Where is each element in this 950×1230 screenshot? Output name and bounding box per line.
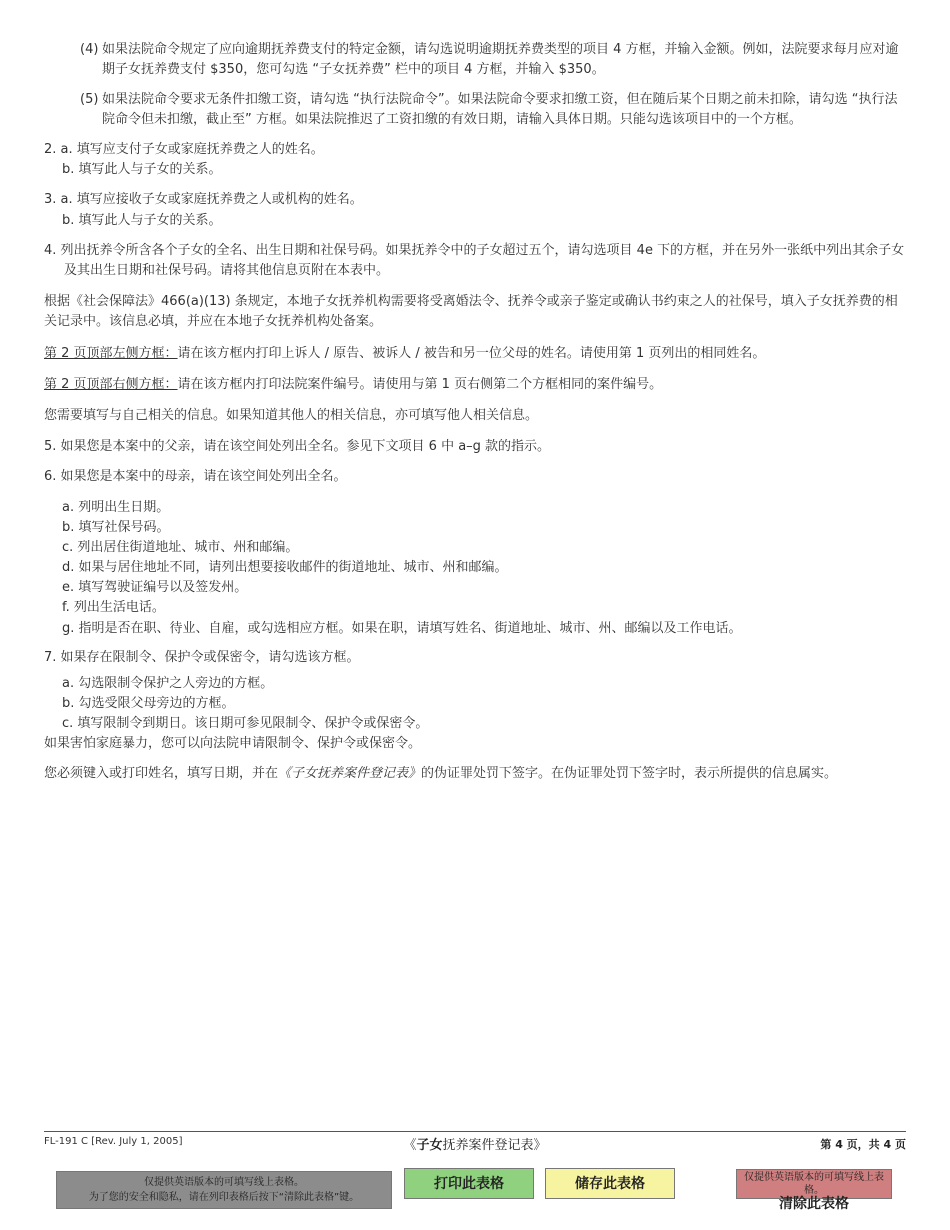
- form-title-reference: 《子女抚养案件登记表》: [278, 766, 422, 781]
- footer-title-rest: 抚养案件登记表》: [442, 1138, 547, 1153]
- signature-paragraph: [44, 764, 910, 784]
- footer-title-open: 《: [403, 1138, 417, 1153]
- notice-line-1: 仅提供英语版本的可填写线上表格。: [144, 1177, 304, 1188]
- form-id: FL-191 C [Rev. July 1, 2005]: [44, 1136, 183, 1147]
- page2-left-box-label: 第 2 页顶部左侧方框：: [44, 346, 178, 361]
- notice-line-2: 为了您的安全和隐私，请在列印表格后按下“清除此表格”键。: [88, 1192, 360, 1203]
- item-number: (5): [80, 92, 99, 107]
- page2-right-box-text: 请在该方框内打印法院案件编号。请使用与第 1 页右侧第二个方框相同的案件编号。: [177, 377, 663, 392]
- ssn-paragraph: 根据《社会保障法》466(a)(13) 条规定，本地子女抚养机构需要将受离婚法令、抚养令或亲子鉴定或确认书约束之人的社保号，填入子女抚养费的相关记录中。该信息必填，并应在本地子女抚养机构处备案。: [44, 294, 898, 329]
- instruction-item7a: a. 勾选限制令保护之人旁边的方框。: [62, 676, 274, 691]
- instruction-item4-sub5: [80, 90, 910, 130]
- info-paragraph: 您需要填写与自己相关的信息。如果知道其他人的相关信息，亦可填写他人相关信息。: [44, 408, 539, 423]
- instruction-item4-sub4: [80, 40, 910, 80]
- print-form-button[interactable]: 打印此表格: [404, 1168, 534, 1199]
- instruction-item6a: a. 列明出生日期。: [62, 500, 170, 515]
- signature-text-before: 您必须键入或打印姓名，填写日期，并在: [44, 766, 279, 781]
- page2-left-box-instruction: [44, 344, 910, 364]
- save-form-button[interactable]: 储存此表格: [545, 1168, 675, 1199]
- footer-form-title: [0, 1134, 950, 1153]
- footer-title-bold: 子女: [416, 1138, 443, 1153]
- instruction-item7b: b. 勾选受限父母旁边的方框。: [62, 696, 235, 711]
- item-number: (4): [80, 42, 99, 57]
- footer-divider: [44, 1131, 906, 1132]
- page2-left-box-text: 请在该方框内打印上诉人 / 原告、被诉人 / 被告和另一位父母的姓名。请使用第 1 页列出的相同姓名。: [177, 346, 766, 361]
- instruction-item6f: f. 列出生活电话。: [62, 600, 165, 615]
- online-form-notice: [56, 1171, 392, 1209]
- signature-text-after: 的伪证罪处罚下签字。在伪证罪处罚下签字时，表示所提供的信息属实。: [421, 766, 838, 781]
- page-number: 第 4 页，共 4 页: [820, 1138, 906, 1151]
- instruction-item6b: b. 填写社保号码。: [62, 520, 170, 535]
- page2-right-box-instruction: [44, 375, 910, 395]
- instruction-item3b: b. 填写此人与子女的关系。: [62, 213, 222, 228]
- instruction-item7c: c. 填写限制令到期日。该日期可参见限制令、保护令或保密令。: [62, 716, 429, 731]
- instruction-item4: 4. 列出抚养令所含各个子女的全名、出生日期和社保号码。如果抚养令中的子女超过五个，请勾选项目 4e 下的方框，并在另外一张纸中列出其余子女及其出生日期和社保号码。请将其他信息页附在本表中。: [44, 243, 905, 278]
- instruction-item5: 5. 如果您是本案中的父亲，请在该空间处列出全名。参见下文项目 6 中 a–g 款的指示。: [44, 439, 551, 454]
- instruction-item2b: b. 填写此人与子女的关系。: [62, 162, 222, 177]
- instruction-item6e: e. 填写驾驶证编号以及签发州。: [62, 580, 248, 595]
- instruction-item2a: 2. a. 填写应支付子女或家庭抚养费之人的姓名。: [44, 142, 324, 157]
- page2-right-box-label: 第 2 页顶部右侧方框：: [44, 377, 178, 392]
- clear-form-button[interactable]: [736, 1169, 892, 1212]
- clear-button-label: 清除此表格: [779, 1196, 849, 1212]
- instruction-item7: 7. 如果存在限制令、保护令或保密令，请勾选该方框。: [44, 650, 360, 665]
- instruction-item3a: 3. a. 填写应接收子女或家庭抚养费之人或机构的姓名。: [44, 192, 363, 207]
- instruction-item6c: c. 列出居住街道地址、城市、州和邮编。: [62, 540, 299, 555]
- instruction-item6d: d. 如果与居住地址不同，请列出想要接收邮件的街道地址、城市、州和邮编。: [62, 560, 508, 575]
- instruction-text: 如果法院命令规定了应向逾期抚养费支付的特定金额，请勾选说明逾期抚养费类型的项目 4 方框，并输入金额。例如，法院要求每月应对逾期子女抚养费支付 $350，您可勾选 “子女抚养费” 栏中的项目 4 方框，并输入 $350。: [102, 42, 899, 77]
- instruction-item6g: g. 指明是否在职、待业、自雇，或勾选相应方框。如果在职，请填写姓名、街道地址、城市、州、邮编以及工作电话。: [62, 621, 742, 636]
- clear-button-note: 仅提供英语版本的可填写线上表格。: [744, 1172, 884, 1196]
- instruction-item6: 6. 如果您是本案中的母亲，请在该空间处列出全名。: [44, 469, 347, 484]
- instruction-text: 如果法院命令要求无条件扣缴工资，请勾选 “执行法院命令”。如果法院命令要求扣缴工资，但在随后某个日期之前未扣除，请勾选 “执行法院命令但未扣缴，截止至” 方框。如果法院推迟了工资扣缴的有效日期，请输入具体日期。只能勾选该项目中的一个方框。: [102, 92, 898, 127]
- domestic-violence-paragraph: 如果害怕家庭暴力，您可以向法院申请限制令、保护令或保密令。: [44, 736, 422, 751]
